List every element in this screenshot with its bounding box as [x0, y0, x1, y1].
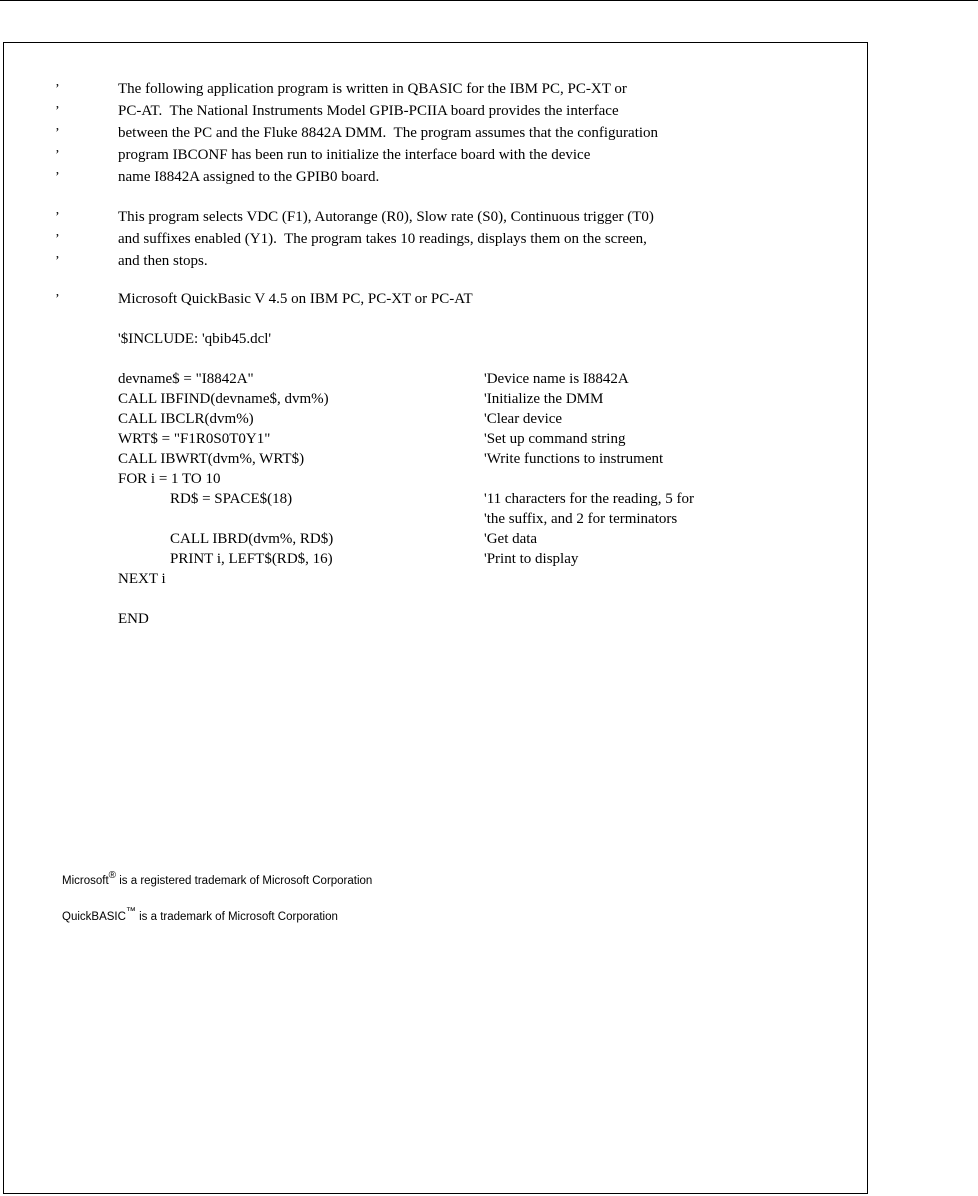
code-line: CALL IBCLR(dvm%) — [118, 411, 254, 427]
code-comment: 'Write functions to instrument — [484, 451, 664, 467]
comment-tick: ’ — [55, 104, 60, 119]
comment-tick: ’ — [55, 232, 60, 247]
include-line: '$INCLUDE: 'qbib45.dcl' — [118, 331, 272, 347]
code-comment: 'Initialize the DMM — [484, 391, 604, 407]
code-line: CALL IBFIND(devname$, dvm%) — [118, 391, 329, 407]
trademark-text: is a registered trademark of Microsoft Corporation — [116, 874, 373, 887]
code-line: WRT$ = "F1R0S0T0Y1" — [118, 431, 271, 447]
code-comment: 'Set up command string — [484, 431, 626, 447]
intro-line: PC-AT. The National Instruments Model GPIB-PCIIA board provides the interface — [118, 103, 619, 119]
code-comment: 'Get data — [484, 531, 538, 547]
description-line: and suffixes enabled (Y1). The program takes 10 readings, displays them on the screen, — [118, 231, 647, 247]
code-comment: 'Device name is I8842A — [484, 371, 629, 387]
description-line: This program selects VDC (F1), Autorange (R0), Slow rate (S0), Continuous trigger (T0) — [118, 209, 654, 225]
comment-tick: ’ — [55, 170, 60, 185]
trademark-name: Microsoft — [62, 874, 109, 887]
trademark-microsoft — [62, 870, 372, 888]
comment-tick: ’ — [55, 210, 60, 225]
intro-line: program IBCONF has been run to initialize the interface board with the device — [118, 147, 591, 163]
code-line: CALL IBRD(dvm%, RD$) — [170, 531, 334, 547]
code-comment: 'Clear device — [484, 411, 563, 427]
code-comment: 'the suffix, and 2 for terminators — [484, 511, 678, 527]
trademark-symbol: ™ — [125, 906, 136, 917]
code-line: END — [118, 611, 149, 627]
intro-line: name I8842A assigned to the GPIB0 board. — [118, 169, 380, 185]
comment-tick: ’ — [55, 82, 60, 97]
code-line: RD$ = SPACE$(18) — [170, 491, 293, 507]
comment-tick: ’ — [55, 126, 60, 141]
top-rule — [0, 0, 978, 1]
intro-line: The following application program is written in QBASIC for the IBM PC, PC-XT or — [118, 81, 627, 97]
code-line: NEXT i — [118, 571, 166, 587]
code-line: PRINT i, LEFT$(RD$, 16) — [170, 551, 333, 567]
description-line: and then stops. — [118, 253, 208, 269]
environment-line: Microsoft QuickBasic V 4.5 on IBM PC, PC-XT or PC-AT — [118, 291, 473, 307]
comment-tick: ’ — [55, 148, 60, 163]
code-line: devname$ = "I8842A" — [118, 371, 254, 387]
intro-line: between the PC and the Fluke 8842A DMM. The program assumes that the configuration — [118, 125, 659, 141]
comment-tick: ’ — [55, 292, 60, 307]
code-comment: 'Print to display — [484, 551, 579, 567]
registered-symbol: ® — [108, 870, 117, 881]
comment-tick: ’ — [55, 254, 60, 269]
code-comment: '11 characters for the reading, 5 for — [484, 491, 694, 507]
code-line: FOR i = 1 TO 10 — [118, 471, 221, 487]
trademark-quickbasic — [62, 906, 338, 924]
trademark-text: is a trademark of Microsoft Corporation — [135, 910, 338, 923]
code-line: CALL IBWRT(dvm%, WRT$) — [118, 451, 305, 467]
trademark-name: QuickBASIC — [62, 910, 126, 923]
